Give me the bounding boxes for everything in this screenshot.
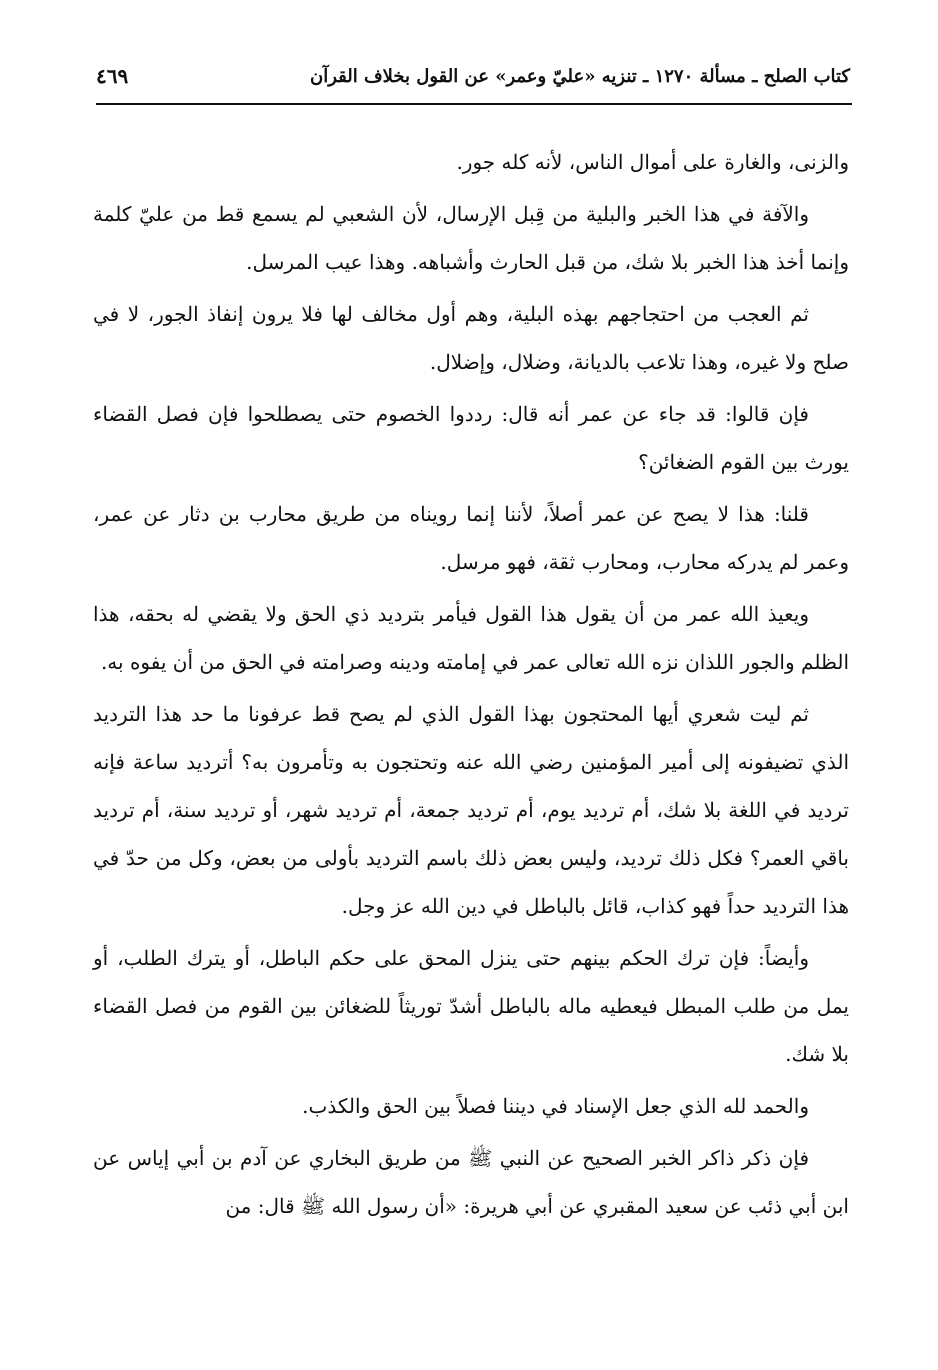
- header-divider: [96, 103, 852, 105]
- paragraph: فإن ذكر ذاكر الخبر الصحيح عن النبي ﷺ من طريق البخاري عن آدم بن أبي إياس عن ابن أبي ذئب عن سعيد المقبري عن أبي هريرة: «أن رسول الله ﷺ قال: من: [93, 1146, 849, 1218]
- paragraph: ثم العجب من احتجاجهم بهذه البلية، وهم أول مخالف لها فلا يرون إنفاذ الجور، لا في صلح ولا غيره، وهذا تلاعب بالديانة، وضلال، وإضلال.: [93, 302, 849, 374]
- paragraph: والآفة في هذا الخبر والبلية من قِبل الإرسال، لأن الشعبي لم يسمع قط من عليّ كلمة وإنما أخذ هذا الخبر بلا شك، من قبل الحارث وأشباهه. وهذا عيب المرسل.: [93, 202, 849, 274]
- running-header-title: كتاب الصلح ـ مسألة ١٢٧٠ ـ تنزيه «عليّ وعمر» عن القول بخلاف القرآن: [309, 66, 850, 87]
- paragraph: قلنا: هذا لا يصح عن عمر أصلاً، لأننا إنما رويناه من طريق محارب بن دثار عن عمر، وعمر لم يدركه محارب، ومحارب ثقة، فهو مرسل.: [93, 502, 849, 574]
- paragraph: ويعيذ الله عمر من أن يقول هذا القول فيأمر بترديد ذي الحق ولا يقضي له بحقه، هذا الظلم والجور اللذان نزه الله تعالى عمر في إمامته ودينه وصرامته في الحق من أن يفوه به.: [93, 602, 849, 674]
- running-header: [96, 58, 850, 98]
- body-text: [93, 138, 849, 1234]
- paragraph: والحمد لله الذي جعل الإسناد في ديننا فصلاً بين الحق والكذب.: [302, 1094, 809, 1118]
- page-number: ٤٦٩: [96, 64, 129, 88]
- paragraph: ثم ليت شعري أيها المحتجون بهذا القول الذي لم يصح قط عرفونا ما حد هذا الترديد الذي تضيفونه إلى أمير المؤمنين رضي الله عنه وتحتجون به وتأمرون به؟ أترديد ساعة فإنه ترديد في اللغة بلا شك، أم ترديد يوم، أم ترديد جمعة، أم ترديد شهر، أو ترديد سنة، أم ترديد باقي العمر؟ فكل ذلك ترديد، وليس بعض ذلك باسم الترديد بأولى من بعض، وكل من حدّ في هذا الترديد حداً فهو كذاب، قائل بالباطل في دين الله عز وجل.: [93, 702, 849, 918]
- paragraph: فإن قالوا: قد جاء عن عمر أنه قال: رددوا الخصوم حتى يصطلحوا فإن فصل القضاء يورث بين القوم الضغائن؟: [93, 402, 849, 474]
- paragraph: والزنى، والغارة على أموال الناس، لأنه كله جور.: [456, 150, 849, 174]
- paragraph: وأيضاً: فإن ترك الحكم بينهم حتى ينزل المحق على حكم الباطل، أو يترك الطلب، أو يمل من طلب المبطل فيعطيه ماله بالباطل أشدّ توريثاً للضغائن بين القوم من فصل القضاء بلا شك.: [93, 946, 849, 1066]
